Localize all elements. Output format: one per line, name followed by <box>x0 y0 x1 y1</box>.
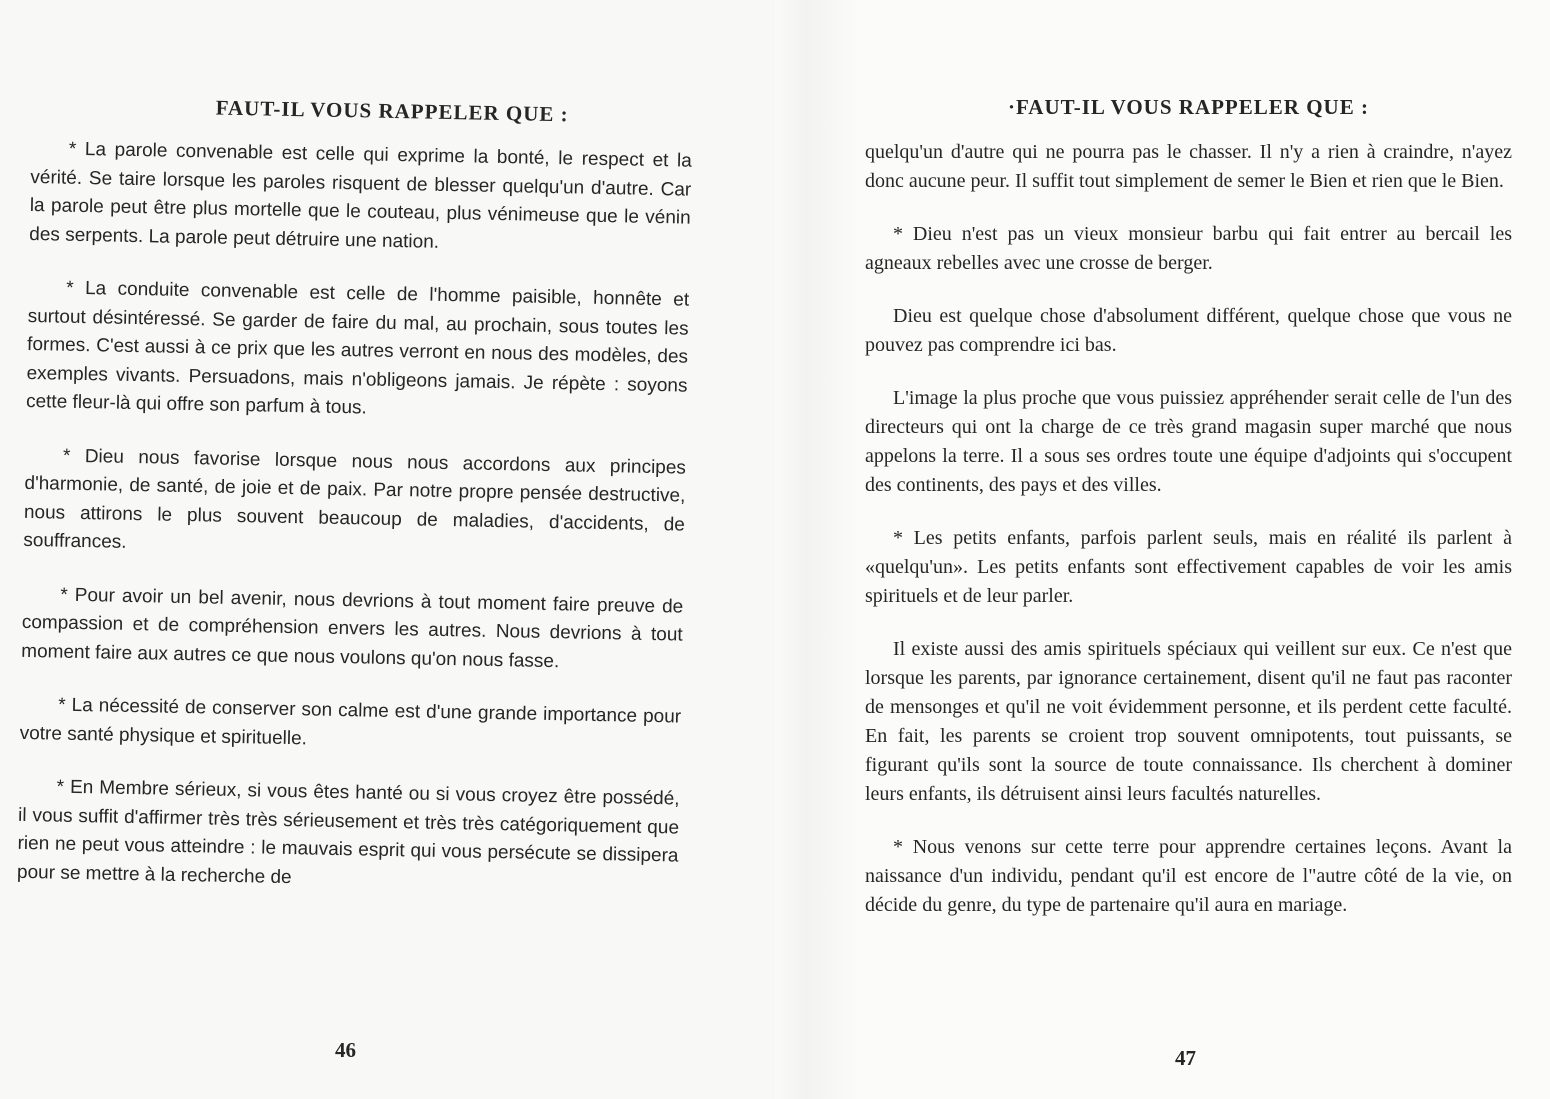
left-page-body <box>17 92 693 900</box>
paragraph: * Nous venons sur cette terre pour apprendre certaines leçons. Avant la naissance d'un individu, pendant qu'il est encore de l"autre côté de la vie, on décide du genre, du type de partenaire qu'il aura en mariage. <box>865 836 1512 916</box>
paragraph: * Dieu n'est pas un vieux monsieur barbu qui fait entrer au bercail les agneaux rebelles avec une crosse de berger. <box>865 223 1512 274</box>
paragraph: * En Membre sérieux, si vous êtes hanté ou si vous croyez être possédé, il vous suffit d'affirmer très très sérieusement et très très catégoriquement que rien ne peut vous atteindre : le mauvais esprit qui vous persécute se dissipera pour se mettre à la recherche de <box>16 776 680 888</box>
paragraph: * La nécessité de conserver son calme est d'une grande importance pour votre santé physique et spirituelle. <box>19 694 682 749</box>
right-page <box>775 0 1550 1099</box>
paragraph: * La conduite convenable est celle de l'homme paisible, honnête et surtout désintéressé. Se garder de faire du mal, au prochain, sous toutes les formes. C'est aussi à ce prix que les autres verront en nous des modèles, des exemples vivants. Persuadons, mais n'obligeons jamais. Je répète : soyons cette fleur-là qui offre son parfum à tous. <box>25 277 690 419</box>
paragraph: Il existe aussi des amis spirituels spéciaux qui veillent sur eux. Ce n'est que lorsque les parents, par ignorance certainement, disent qu'il ne faut pas raconter de mensonges et qu'il ne voit évidemment personne, et ils perdent cette faculté. En fait, les parents se croient trop souvent omnipotents, tout puissants, se figurant qu'ils sont la source de toute connaissance. Ils cherchent à dominer leurs enfants, ils détruisent ainsi leurs facultés naturelles. <box>865 638 1512 805</box>
page-number-left: 46 <box>335 1038 356 1062</box>
paragraph: * La parole convenable est celle qui exprime la bonté, le respect et la vérité. Se taire lorsque les paroles risquent de blesser quelqu'un d'autre. Car la parole peut être plus mortelle que le couteau, plus vénimeuse que le vénin des serpents. La parole peut détruire une nation. <box>29 138 692 253</box>
paragraph: L'image la plus proche que vous puissiez appréhender serait celle de l'un des directeurs qui ont la charge de ce très grand magasin super marché que nous appelons la terre. Il a sous ses ordres toute une équipe d'adjoints qui s'occupent des continents, des pays et des villes. <box>865 387 1512 496</box>
paragraph: * Pour avoir un bel avenir, nous devrions à tout moment faire preuve de compassion et de compréhension envers les autres. Nous devrions à tout moment faire aux autres ce que nous voulons qu'on nous fasse. <box>21 584 684 672</box>
paragraph: * Les petits enfants, parfois parlent seuls, mais en réalité ils parlent à «quelqu'un». Les petits enfants sont effectivement capables de voir les amis spirituels et de leur parler. <box>865 527 1512 607</box>
paragraph: Dieu est quelque chose d'absolument différent, quelque chose que vous ne pouvez pas comprendre ici bas. <box>865 305 1512 356</box>
right-page-heading: ·FAUT-IL VOUS RAPPELER QUE : <box>1008 95 1369 119</box>
paragraph: quelqu'un d'autre qui ne pourra pas le chasser. Il n'y a rien à craindre, n'ayez donc aucune peur. Il suffit tout simplement de semer le Bien et rien que le Bien. <box>865 141 1512 192</box>
paragraph: * Dieu nous favorise lorsque nous nous accordons aux principes d'harmonie, de santé, de joie et de paix. Par notre propre pensée destructive, nous attirons le plus souvent beaucoup de maladies, d'accidents, de souffrances. <box>23 445 687 553</box>
left-page-heading: FAUT-IL VOUS RAPPELER QUE : <box>215 95 569 127</box>
page-number-right: 47 <box>1175 1046 1196 1070</box>
